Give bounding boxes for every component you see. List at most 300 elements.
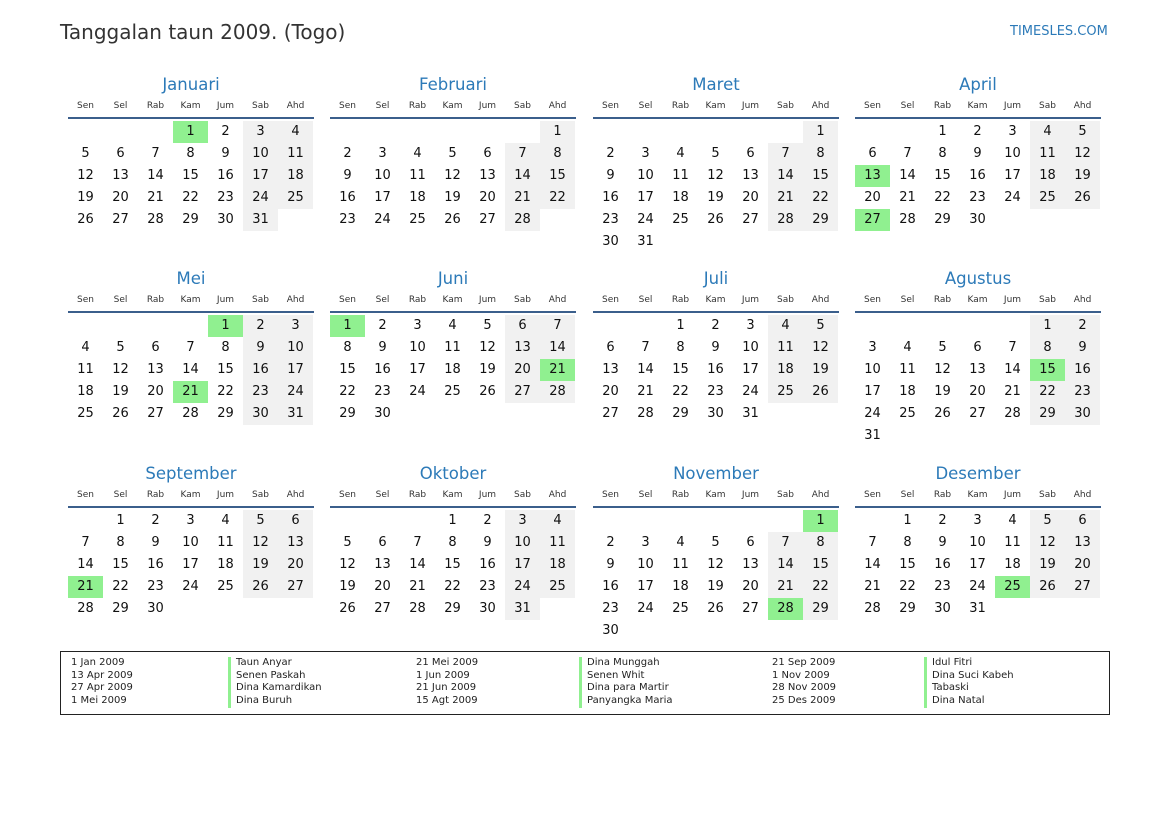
empty-cell <box>628 121 663 143</box>
weekday-label: Jum <box>216 101 235 111</box>
weekday-label: Sel <box>900 490 915 500</box>
days-grid <box>593 121 839 253</box>
day-cell: 7 <box>540 315 575 337</box>
day-cell: 21 <box>637 384 654 399</box>
day-cell: 10 <box>637 168 654 183</box>
weekday-label: Sel <box>113 295 128 305</box>
day-cell: 14 <box>768 165 803 187</box>
empty-cell <box>628 315 663 337</box>
day-cell: 3 <box>186 513 195 528</box>
day-cell: 12 <box>803 337 838 359</box>
empty-cell <box>400 510 435 532</box>
day-cell: 19 <box>77 190 94 205</box>
day-cell: 14 <box>77 557 94 572</box>
day-cell: 24 <box>374 212 391 227</box>
weekday-label: Kam <box>180 295 201 305</box>
day-cell: 25 <box>217 579 234 594</box>
day-cell: 10 <box>243 143 278 165</box>
day-cell: 24 <box>969 579 986 594</box>
empty-cell <box>173 315 208 337</box>
day-cell: 30 <box>217 212 234 227</box>
day-cell: 28 <box>637 406 654 421</box>
day-cell: 11 <box>1030 143 1065 165</box>
legend-holiday-name: Dina para Martir <box>587 682 669 694</box>
empty-cell <box>855 510 890 532</box>
weekday-label: Ahd <box>1073 101 1092 111</box>
day-cell: 1 <box>676 318 685 333</box>
day-cell: 25 <box>409 212 426 227</box>
day-cell: 9 <box>606 557 615 572</box>
legend-date: 1 Jan 2009 <box>71 657 125 668</box>
day-cell: 29 <box>1030 403 1065 425</box>
month-name: Oktober <box>419 464 487 483</box>
weekday-label: Sen <box>864 295 881 305</box>
day-cell: 17 <box>278 359 313 381</box>
legend-names-3 <box>924 657 1014 708</box>
holiday-day: 1 <box>173 121 208 143</box>
legend-holiday-name: Taun Anyar <box>236 657 292 668</box>
day-cell: 7 <box>903 146 912 161</box>
day-cell: 12 <box>339 557 356 572</box>
empty-cell <box>365 510 400 532</box>
month-april <box>855 73 1101 231</box>
days-grid <box>330 510 576 620</box>
weekday-label: Jum <box>741 490 760 500</box>
weekday-header <box>68 488 314 508</box>
day-cell: 22 <box>182 190 199 205</box>
day-cell: 15 <box>182 168 199 183</box>
day-cell: 25 <box>899 406 916 421</box>
day-cell: 20 <box>969 384 986 399</box>
day-cell: 3 <box>641 535 650 550</box>
day-cell: 31 <box>505 598 540 620</box>
holiday-day: 1 <box>803 510 838 532</box>
weekday-label: Sab <box>777 490 794 500</box>
day-cell: 3 <box>505 510 540 532</box>
day-cell: 9 <box>243 337 278 359</box>
day-cell: 2 <box>606 535 615 550</box>
day-cell: 26 <box>707 601 724 616</box>
weekday-header <box>593 488 839 508</box>
day-cell: 25 <box>1030 187 1065 209</box>
weekday-label: Kam <box>705 295 726 305</box>
day-cell: 17 <box>505 554 540 576</box>
holiday-day: 21 <box>173 381 208 403</box>
weekday-header <box>593 99 839 119</box>
days-grid <box>593 315 839 425</box>
day-cell: 15 <box>934 168 951 183</box>
month-name: Januari <box>162 75 220 94</box>
day-cell: 30 <box>934 601 951 616</box>
day-cell: 29 <box>217 406 234 421</box>
day-cell: 24 <box>637 601 654 616</box>
day-cell: 27 <box>278 576 313 598</box>
day-cell: 13 <box>112 168 129 183</box>
day-cell: 31 <box>278 403 313 425</box>
weekday-label: Ahd <box>286 490 305 500</box>
day-cell: 25 <box>444 384 461 399</box>
day-cell: 18 <box>768 359 803 381</box>
day-cell: 9 <box>343 168 352 183</box>
day-cell: 23 <box>707 384 724 399</box>
empty-cell <box>330 121 365 143</box>
weekday-header <box>68 99 314 119</box>
day-cell: 7 <box>413 535 422 550</box>
day-cell: 15 <box>540 165 575 187</box>
legend-holiday-name: Senen Whit <box>587 669 645 681</box>
day-cell: 8 <box>448 535 457 550</box>
empty-cell <box>593 315 628 337</box>
legend-date: 1 Mei 2009 <box>71 695 127 707</box>
day-cell: 4 <box>676 535 685 550</box>
day-cell: 15 <box>803 554 838 576</box>
day-cell: 22 <box>339 384 356 399</box>
day-cell: 28 <box>1004 406 1021 421</box>
day-cell: 12 <box>243 532 278 554</box>
day-cell: 6 <box>746 535 755 550</box>
day-cell: 18 <box>672 579 689 594</box>
day-cell: 16 <box>339 190 356 205</box>
day-cell: 29 <box>803 598 838 620</box>
weekday-label: Kam <box>180 490 201 500</box>
day-cell: 30 <box>602 623 619 638</box>
day-cell: 22 <box>803 187 838 209</box>
day-cell: 9 <box>1065 337 1100 359</box>
day-cell: 16 <box>602 190 619 205</box>
day-cell: 25 <box>768 381 803 403</box>
day-cell: 12 <box>444 168 461 183</box>
empty-cell <box>768 121 803 143</box>
weekday-label: Ahd <box>548 101 567 111</box>
weekday-label: Ahd <box>548 295 567 305</box>
legend-names-2 <box>579 657 672 708</box>
day-cell: 4 <box>768 315 803 337</box>
day-cell: 28 <box>899 212 916 227</box>
weekday-label: Kam <box>967 490 988 500</box>
day-cell: 30 <box>374 406 391 421</box>
day-cell: 7 <box>768 143 803 165</box>
day-cell: 3 <box>278 315 313 337</box>
month-mei <box>68 267 314 425</box>
empty-cell <box>505 121 540 143</box>
month-oktober <box>330 462 576 620</box>
legend-holiday-name: Dina Suci Kabeh <box>932 669 1014 681</box>
day-cell: 10 <box>864 362 881 377</box>
holiday-legend <box>60 651 1110 715</box>
day-cell: 30 <box>147 601 164 616</box>
month-name: Mei <box>176 269 206 288</box>
empty-cell <box>698 121 733 143</box>
day-cell: 20 <box>374 579 391 594</box>
empty-cell <box>593 510 628 532</box>
day-cell: 10 <box>374 168 391 183</box>
weekday-label: Sel <box>638 295 653 305</box>
day-cell: 2 <box>606 146 615 161</box>
empty-cell <box>733 510 768 532</box>
day-cell: 24 <box>637 212 654 227</box>
legend-date: 1 Jun 2009 <box>416 669 470 681</box>
day-cell: 4 <box>676 146 685 161</box>
holiday-day: 13 <box>855 165 890 187</box>
day-cell: 24 <box>505 576 540 598</box>
day-cell: 1 <box>448 513 457 528</box>
day-cell: 14 <box>637 362 654 377</box>
day-cell: 22 <box>803 576 838 598</box>
day-cell: 14 <box>540 337 575 359</box>
day-cell: 14 <box>1004 362 1021 377</box>
day-cell: 12 <box>479 340 496 355</box>
month-name: Desember <box>935 464 1021 483</box>
legend-date: 25 Des 2009 <box>772 695 836 707</box>
weekday-label: Ahd <box>811 101 830 111</box>
day-cell: 18 <box>672 190 689 205</box>
day-cell: 11 <box>672 168 689 183</box>
day-cell: 22 <box>1030 381 1065 403</box>
day-cell: 18 <box>899 384 916 399</box>
day-cell: 8 <box>803 143 838 165</box>
weekday-label: Rab <box>146 295 165 305</box>
day-cell: 25 <box>278 187 313 209</box>
day-cell: 2 <box>221 124 230 139</box>
day-cell: 26 <box>243 576 278 598</box>
day-cell: 12 <box>112 362 129 377</box>
day-cell: 26 <box>934 406 951 421</box>
day-cell: 9 <box>151 535 160 550</box>
day-cell: 24 <box>742 384 759 399</box>
day-cell: 7 <box>641 340 650 355</box>
day-cell: 18 <box>540 554 575 576</box>
day-cell: 5 <box>938 340 947 355</box>
day-cell: 22 <box>899 579 916 594</box>
day-cell: 2 <box>243 315 278 337</box>
weekday-header <box>855 293 1101 313</box>
day-cell: 25 <box>77 406 94 421</box>
day-cell: 17 <box>742 362 759 377</box>
brand-link[interactable]: TIMESLES.COM <box>1010 24 1108 39</box>
day-cell: 20 <box>112 190 129 205</box>
empty-cell <box>960 315 995 337</box>
day-cell: 28 <box>409 601 426 616</box>
day-cell: 22 <box>672 384 689 399</box>
day-cell: 9 <box>973 146 982 161</box>
day-cell: 24 <box>278 381 313 403</box>
day-cell: 30 <box>602 234 619 249</box>
weekday-label: Sel <box>375 101 390 111</box>
weekday-label: Sel <box>638 490 653 500</box>
day-cell: 19 <box>339 579 356 594</box>
day-cell: 31 <box>243 209 278 231</box>
weekday-label: Rab <box>933 101 952 111</box>
day-cell: 29 <box>339 406 356 421</box>
day-cell: 12 <box>707 557 724 572</box>
day-cell: 18 <box>77 384 94 399</box>
weekday-label: Sen <box>602 101 619 111</box>
day-cell: 17 <box>1004 168 1021 183</box>
day-cell: 17 <box>637 579 654 594</box>
day-cell: 25 <box>672 212 689 227</box>
day-cell: 23 <box>479 579 496 594</box>
day-cell: 26 <box>444 212 461 227</box>
day-cell: 18 <box>444 362 461 377</box>
day-cell: 14 <box>147 168 164 183</box>
day-cell: 6 <box>483 146 492 161</box>
day-cell: 15 <box>672 362 689 377</box>
month-name: April <box>959 75 997 94</box>
weekday-label: Sab <box>777 101 794 111</box>
holiday-day: 21 <box>540 359 575 381</box>
day-cell: 30 <box>243 403 278 425</box>
weekday-label: Jum <box>741 101 760 111</box>
weekday-header <box>593 293 839 313</box>
holiday-day: 28 <box>768 598 803 620</box>
weekday-label: Sab <box>514 490 531 500</box>
day-cell: 13 <box>147 362 164 377</box>
weekday-label: Sen <box>339 490 356 500</box>
weekday-label: Sab <box>252 295 269 305</box>
weekday-label: Jum <box>216 490 235 500</box>
day-cell: 27 <box>374 601 391 616</box>
weekday-label: Jum <box>1003 490 1022 500</box>
day-cell: 16 <box>217 168 234 183</box>
day-cell: 11 <box>672 557 689 572</box>
day-cell: 7 <box>505 143 540 165</box>
day-cell: 3 <box>1008 124 1017 139</box>
day-cell: 19 <box>707 579 724 594</box>
weekday-header <box>855 488 1101 508</box>
day-cell: 10 <box>742 340 759 355</box>
day-cell: 14 <box>182 362 199 377</box>
day-cell: 24 <box>1004 190 1021 205</box>
legend-date: 21 Jun 2009 <box>416 682 477 694</box>
day-cell: 1 <box>903 513 912 528</box>
day-cell: 24 <box>864 406 881 421</box>
day-cell: 23 <box>147 579 164 594</box>
day-cell: 10 <box>182 535 199 550</box>
day-cell: 13 <box>602 362 619 377</box>
weekday-label: Jum <box>1003 295 1022 305</box>
legend-date: 27 Apr 2009 <box>71 682 133 694</box>
day-cell: 3 <box>413 318 422 333</box>
day-cell: 27 <box>602 406 619 421</box>
day-cell: 28 <box>864 601 881 616</box>
day-cell: 28 <box>505 209 540 231</box>
day-cell: 4 <box>1008 513 1017 528</box>
day-cell: 23 <box>374 384 391 399</box>
weekday-label: Sen <box>864 101 881 111</box>
legend-holiday-name: Tabaski <box>932 682 969 694</box>
day-cell: 3 <box>378 146 387 161</box>
day-cell: 4 <box>413 146 422 161</box>
day-cell: 21 <box>147 190 164 205</box>
day-cell: 14 <box>899 168 916 183</box>
day-cell: 5 <box>483 318 492 333</box>
day-cell: 21 <box>1004 384 1021 399</box>
day-cell: 27 <box>479 212 496 227</box>
weekday-label: Rab <box>146 101 165 111</box>
day-cell: 12 <box>77 168 94 183</box>
day-cell: 23 <box>934 579 951 594</box>
day-cell: 22 <box>934 190 951 205</box>
day-cell: 23 <box>602 212 619 227</box>
day-cell: 15 <box>899 557 916 572</box>
day-cell: 15 <box>217 362 234 377</box>
weekday-label: Rab <box>671 101 690 111</box>
weekday-label: Kam <box>442 101 463 111</box>
day-cell: 1 <box>1030 315 1065 337</box>
day-cell: 6 <box>505 315 540 337</box>
empty-cell <box>663 121 698 143</box>
day-cell: 4 <box>448 318 457 333</box>
day-cell: 4 <box>1030 121 1065 143</box>
weekday-label: Jum <box>1003 101 1022 111</box>
weekday-label: Sab <box>252 101 269 111</box>
day-cell: 4 <box>221 513 230 528</box>
day-cell: 26 <box>1030 576 1065 598</box>
day-cell: 27 <box>505 381 540 403</box>
day-cell: 18 <box>1030 165 1065 187</box>
day-cell: 15 <box>339 362 356 377</box>
day-cell: 7 <box>768 532 803 554</box>
day-cell: 26 <box>112 406 129 421</box>
day-cell: 6 <box>973 340 982 355</box>
day-cell: 5 <box>81 146 90 161</box>
day-cell: 27 <box>742 601 759 616</box>
day-cell: 19 <box>112 384 129 399</box>
day-cell: 8 <box>116 535 125 550</box>
day-cell: 17 <box>864 384 881 399</box>
day-cell: 20 <box>602 384 619 399</box>
weekday-label: Sel <box>375 295 390 305</box>
day-cell: 7 <box>868 535 877 550</box>
day-cell: 18 <box>278 165 313 187</box>
day-cell: 27 <box>969 406 986 421</box>
day-cell: 26 <box>707 212 724 227</box>
day-cell: 14 <box>864 557 881 572</box>
empty-cell <box>138 315 173 337</box>
weekday-label: Jum <box>216 295 235 305</box>
day-cell: 13 <box>1065 532 1100 554</box>
day-cell: 15 <box>112 557 129 572</box>
legend-holiday-name: Panyangka Maria <box>587 695 673 707</box>
weekday-header <box>330 488 576 508</box>
day-cell: 16 <box>969 168 986 183</box>
weekday-label: Sel <box>638 101 653 111</box>
weekday-header <box>330 293 576 313</box>
day-cell: 7 <box>81 535 90 550</box>
day-cell: 29 <box>934 212 951 227</box>
days-grid <box>330 315 576 425</box>
day-cell: 7 <box>1008 340 1017 355</box>
month-agustus <box>855 267 1101 447</box>
day-cell: 1 <box>803 121 838 143</box>
weekday-label: Rab <box>408 295 427 305</box>
day-cell: 11 <box>409 168 426 183</box>
day-cell: 7 <box>151 146 160 161</box>
day-cell: 5 <box>116 340 125 355</box>
month-name: Maret <box>692 75 740 94</box>
day-cell: 6 <box>116 146 125 161</box>
day-cell: 24 <box>182 579 199 594</box>
empty-cell <box>470 121 505 143</box>
weekday-label: Rab <box>671 490 690 500</box>
day-cell: 28 <box>768 209 803 231</box>
day-cell: 20 <box>505 359 540 381</box>
day-cell: 17 <box>182 557 199 572</box>
day-cell: 8 <box>1030 337 1065 359</box>
legend-dates-2 <box>416 657 478 708</box>
day-cell: 25 <box>672 601 689 616</box>
weekday-label: Kam <box>967 101 988 111</box>
